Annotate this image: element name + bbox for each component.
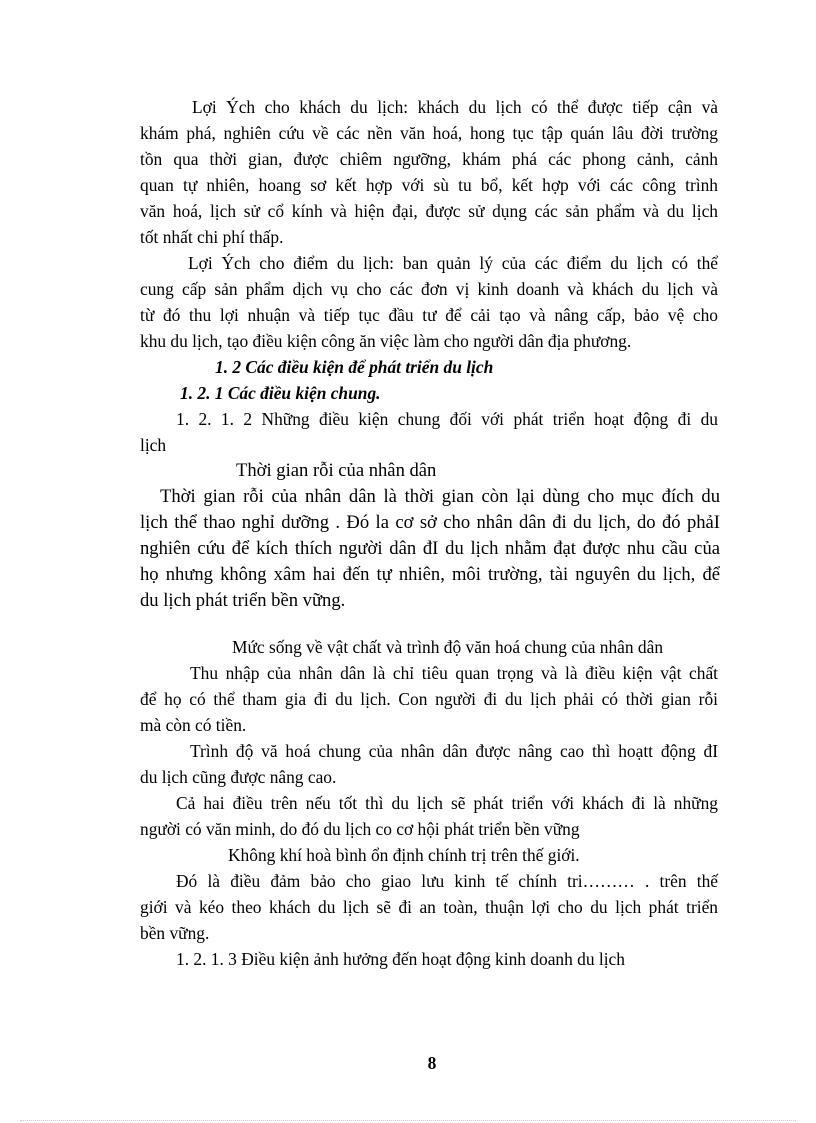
paragraph-line: du lịch cũng được nâng cao. bbox=[140, 767, 337, 787]
paragraph-line: giới và kéo theo khách du lịch sẽ đi an toàn, thuận lợi cho du lịch phát triển bbox=[140, 897, 718, 917]
paragraph-line: khám phá, nghiên cứu về các nền văn hoá, hong tục tập quán lâu đời trường bbox=[140, 123, 718, 143]
paragraph-line: khu du lịch, tạo điều kiện công ăn việc làm cho người dân địa phương. bbox=[140, 331, 632, 351]
paragraph-line: nghiên cứu để kích thích người dân đI du lịch nhằm đạt được nhu cầu của bbox=[140, 538, 720, 559]
paragraph-line: Đó là điều đảm bảo cho giao lưu kinh tế chính tri……… . trên thế bbox=[176, 871, 718, 891]
page-bottom-border bbox=[20, 1120, 796, 1121]
paragraph-line: Cả hai điều trên nếu tốt thì du lịch sẽ phát triển với khách đi là những bbox=[176, 793, 718, 813]
paragraph-line: Trình độ vă hoá chung của nhân dân được nâng cao thì hoạtt động đI bbox=[190, 741, 718, 761]
paragraph-line: Thời gian rỗi của nhân dân là thời gian còn lại dùng cho mục đích du bbox=[160, 486, 720, 507]
paragraph-line: tốt nhất chi phí thấp. bbox=[140, 227, 284, 247]
item-heading: Mức sống về vật chất và trình độ văn hoá chung của nhân dân bbox=[232, 637, 664, 657]
paragraph-line: mà còn có tiền. bbox=[140, 715, 247, 735]
item-heading: Thời gian rỗi của nhân dân bbox=[236, 460, 437, 481]
paragraph-line: lịch thể thao nghỉ dưỡng . Đó la cơ sở cho nhân dân đi du lịch, do đó phảI bbox=[140, 512, 720, 533]
paragraph-line: bền vững. bbox=[140, 923, 210, 943]
page-number: 8 bbox=[427, 1053, 437, 1073]
paragraph-line: tồn qua thời gian, được chiêm ngưỡng, khám phá các phong cảnh, cảnh bbox=[140, 149, 718, 169]
paragraph-line: từ đó thu lợi nhuận và tiếp tục đầu tư để cải tạo và nâng cấp, bảo vệ cho bbox=[140, 305, 718, 325]
paragraph-line: người có văn minh, do đó du lịch co cơ hội phát triển bền vững bbox=[140, 819, 580, 839]
paragraph-line: Lợi Ých cho khách du lịch: khách du lịch có thể được tiếp cận và bbox=[192, 97, 718, 117]
paragraph-line: cung cấp sản phẩm dịch vụ cho các đơn vị kinh doanh và khách du lịch và bbox=[140, 279, 718, 299]
paragraph-line: văn hoá, lịch sử cổ kính và hiện đại, được sử dụng các sản phẩm và du lịch bbox=[140, 201, 718, 221]
subsection-heading: 1. 2. 1. 3 Điều kiện ảnh hưởng đến hoạt động kinh doanh du lịch bbox=[176, 949, 625, 969]
paragraph-line: lịch bbox=[140, 435, 167, 455]
paragraph-line: du lịch phát triển bền vững. bbox=[140, 590, 346, 611]
subsection-heading: 1. 2. 1 Các điều kiện chung. bbox=[180, 383, 381, 403]
paragraph-line: để họ có thể tham gia đi du lịch. Con người đi du lịch phải có thời gian rỗi bbox=[140, 689, 718, 709]
paragraph-line: Lợi Ých cho điểm du lịch: ban quản lý của các điểm du lịch có thể bbox=[188, 253, 718, 273]
section-heading: 1. 2 Các điều kiện để phát triển du lịch bbox=[215, 357, 494, 377]
paragraph-line: Thu nhập của nhân dân là chỉ tiêu quan trọng và là điều kiện vật chất bbox=[190, 663, 718, 683]
item-heading: Không khí hoà bình ổn định chính trị trên thế giới. bbox=[228, 845, 580, 865]
paragraph-line: họ nhưng không xâm hai đến tự nhiên, môi trường, tài nguyên du lịch, để bbox=[140, 564, 720, 585]
paragraph-line: quan tự nhiên, hoang sơ kết hợp với sù tu bổ, kết hợp với các công trình bbox=[140, 175, 718, 195]
paragraph-line: 1. 2. 1. 2 Những điều kiện chung đối với phát triển hoạt động đi du bbox=[176, 409, 718, 429]
